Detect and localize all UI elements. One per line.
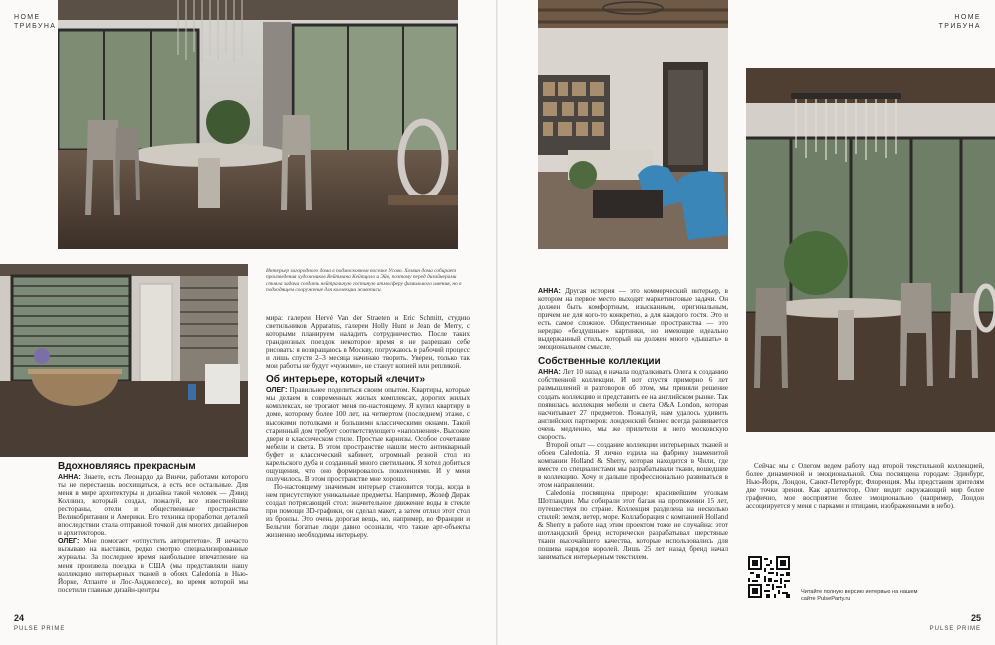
left-page — [0, 0, 497, 645]
paragraph: Сейчас мы с Олегом ведем работу над второй текстильной коллекцией, более динамичной и эмоциональной. Она посвящена городам: Эдинбург, Нью-Йорк, Лондон, Санкт-Петербург, Флоренция. Мы представим зрителям две точки зрения. Как архитектор, Олег видит окружающий мир более графично, мое восприятие более эмоционально (например, Лондон ассоциируется у меня с парками и птицами, изображенными в небо). — [746, 462, 984, 511]
living-room-photo — [538, 0, 728, 249]
kicker-line: HOME — [14, 14, 41, 21]
speaker-label: ОЛЕГ: — [58, 537, 80, 546]
qr-code-icon[interactable] — [748, 556, 790, 598]
bathroom-photo — [0, 264, 248, 457]
magazine-brand: PULSE PRIME — [929, 626, 981, 632]
section-heading: Собственные коллекции — [538, 356, 661, 368]
speaker-label: АННА: — [538, 368, 561, 377]
paragraph: Знаете, есть Леонардо да Винчи, работами которого ты не перестаешь восхищаться, а есть все остальные. Для меня в мире архитектуры и дизайна такой человек — Дэвид Коллинз, который создал, пожалуй, все известнейшие рестораны, отели и общественные пространства Великобритании и Америки. Его техника проработки деталей впоследствии стала отправной точкой для многих дизайнеров и архитекторов. — [58, 473, 248, 538]
paragraph: Лет 10 назад я начала подталкивать Олега к созданию собственной коллекции. И вот спустя примерно 6 лет размышлений и разговоров об этом, мы приняли решение создать коллекцию и представить ее на английском рынке. Так появилась коллекция мебели и света O&A London, которая насчитывает 27 предметов. Пожалуй, нам удалось удивить английских партнеров: лондонский бизнес всегда развивается очень медленно, мы же прилетели в него московскую скорость. — [538, 368, 728, 441]
paragraph: Caledonia посвящена природе: красивейшим уголкам Шотландии. Мы собирали этот багаж на протяжении 15 лет, путешествуя по стране. Коллекция разделена на несколько стилей: земля, ветер, море. Коллаборация с компанией Holland & Sherry в работе над этим проектом тоже не случайна: этот шотландский бренд исторически разрабатывал шерстяные ткани высочайшего качества, которые использовались для пошива нарядов королей. Лишь 25 лет назад бренд начал заниматься интерьерным текстилем. — [538, 489, 728, 562]
speaker-label: АННА: — [538, 287, 561, 295]
paragraph: Другая история — это коммерческий интерьер, в котором на первое место выходят маркетинговые задачи. Он должен быть комфортным, изысканным, оригинальным, причем не для кого-то конкретно, а для каждого гостя. Это и есть самое сложное. Общественные пространства — это нередко «бездушные» картинки, но имеющие идеально выдержанный стиль, который на должен много «дышать» в эмоциональном смысле. — [538, 287, 728, 352]
section-kicker — [939, 13, 981, 31]
paragraph: Правильнее поделиться своим опытом. Квартиры, которые мы делаем в современных жилых комплексах, дорогих жилых комплексах, не трогают меня по-настоящему. Я купил квартиру в доме, которому более 100 лет, на четвертом (последнем) этаже, с высокими потолками и большими классическими окнами. Такой старинный дом требует соответствующего «наполнения». Высокие двери в классическом стиле. Простые карнизы. Особое сочетание мебели и света. В этом пространстве нашли место антикварный буфет и классический кабинет, огромный резной стол из карельского дуба и созданный много светильник. Я хотел добиться ощущения, что оно формировалось поколениями. И у меня получилось. В этом пространстве мне хорошо. — [266, 386, 470, 483]
right-page — [498, 0, 995, 645]
paragraph: Мне помогает «отпустить авторитетов». Я нечасто вызываю на выставки, редко смотрю специализированные журналы. За последнее время наибольшее впечатление на меня произвела поездка в США (мы представляли нашу коллекцию интерьерных тканей в обоях Caledonia в Нью-Йорке, Атланте и Лос-Анджелесе), во время которой мы посетили главные дизайн-центры — [58, 537, 248, 594]
qr-note: Читайте полную версию интервью на нашем сайте PulseParty.ru — [801, 589, 918, 602]
kicker-line: ТРИБУНА — [938, 23, 981, 30]
dining-hall-photo — [746, 68, 995, 432]
kicker-line: ТРИБУНА — [14, 23, 57, 30]
left-column-1 — [58, 460, 248, 594]
magazine-brand: PULSE PRIME — [14, 626, 66, 632]
right-column-2 — [746, 462, 984, 510]
page-number: 24 — [14, 613, 25, 623]
paragraph: мира: галереи Hervé Van der Straeten и Eric Schmitt, студию светильников Apparatus, галереи Holly Hunt и Jean de Merry, с которыми планируем наладить сотрудничество. После таких грандиозных поездок некоторое время я не разрешаю себе рисовать: я возвращаюсь в Москву, погружаюсь в рабочий процесс и лишь спустя 2–3 месяца начинаю творить. Уверен, только так мои работы не будут «чужими», не станут копией или репликой. — [266, 314, 470, 371]
paragraph: Второй опыт — создание коллекции интерьерных тканей и обоев Caledonia. Я лично ездила на фабрику знаменитой компании Holland & Sherry, которая находится в Чили, где вместе со специалистами мы разрабатывали ткани, вошедшие в коллекцию. Хочу и дальше профессионально развиваться в этом направлении. — [538, 440, 728, 490]
dining-room-photo — [58, 0, 458, 249]
section-kicker — [14, 13, 56, 31]
speaker-label: ОЛЕГ: — [266, 386, 288, 395]
right-column-1 — [538, 287, 728, 562]
page-number: 25 — [970, 613, 981, 623]
photo-caption: Интерьер загородного дома в подмосковном поселке Усово. Хозяин дома собирает произведения художников Вейтмана Кейтцоло и Эйв, поэтому перед дизайнерами стояла задача создать нейтральную гостиную атмосферу фамильного имения, но в подходящем сооружение для коллекции живописи. — [266, 268, 462, 293]
paragraph: По-настоящему значимым интерьер становится тогда, когда в нем присутствуют уникальные предметы. Например, Жозеф Дирак создал потрясающий стол: значительное движение воды в стекле при помощи 3D-графики, он сделал макет, а затем отлил этот стол из бронзы. Это очень дорогая вещь, но, например, во Франции и Бельгии богатые люди давно осознали, что такие арт-объекты жизненно необходимы интерьеру. — [266, 482, 470, 540]
section-heading: Вдохновляясь прекрасным — [58, 461, 196, 472]
section-heading: Об интерьере, который «лечит» — [266, 374, 426, 386]
kicker-line: HOME — [954, 14, 981, 21]
speaker-label: АННА: — [58, 473, 81, 481]
left-column-2 — [266, 314, 470, 539]
